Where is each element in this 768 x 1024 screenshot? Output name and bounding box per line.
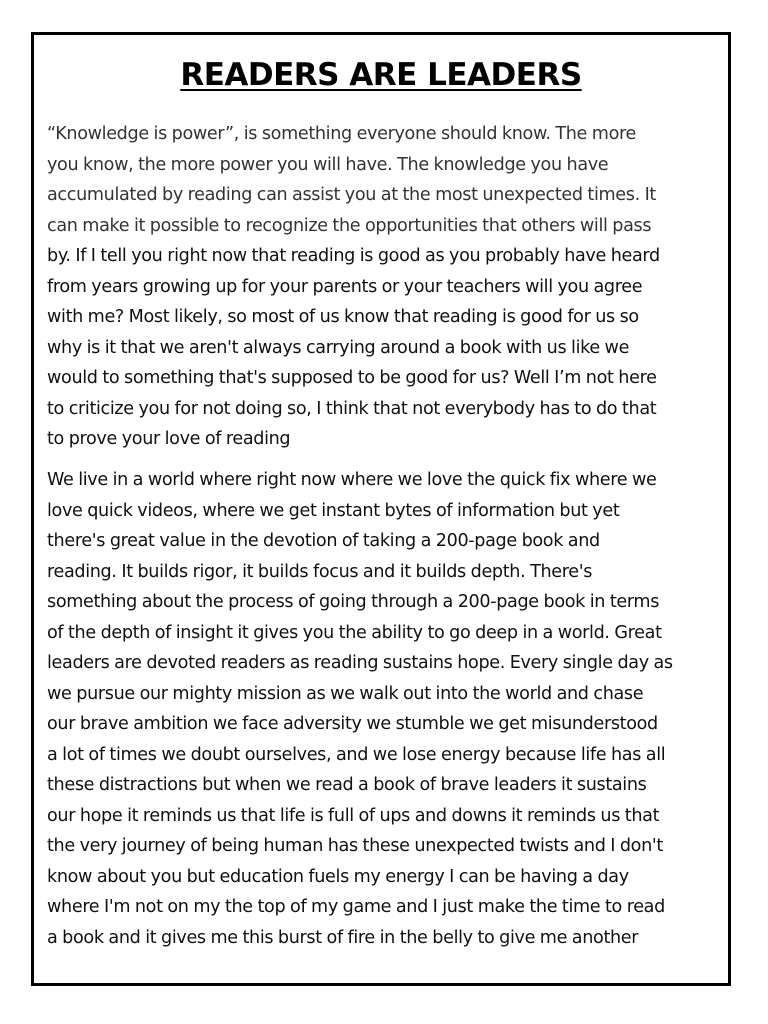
paragraph-line: would to something that's supposed to be good for us? Well I’m not here: [47, 368, 657, 388]
paragraph-line: with me? Most likely, so most of us know that reading is good for us so: [47, 307, 639, 327]
paragraph-line: “Knowledge is power”, is something everyone should know. The more: [47, 124, 636, 144]
paragraph-1: [47, 119, 716, 455]
paragraph-line: of the depth of insight it gives you the ability to go deep in a world. Great: [47, 622, 662, 643]
paragraph-line: accumulated by reading can assist you at the most unexpected times. It: [47, 185, 656, 205]
document-page: [31, 32, 731, 986]
paragraph-line: there's great value in the devotion of taking a 200-page book and: [47, 531, 600, 551]
paragraph-line: our hope it reminds us that life is full of ups and downs it reminds us that: [47, 805, 660, 826]
paragraph-line: by. If I tell you right now that reading is good as you probably have heard: [47, 246, 660, 266]
paragraph-line: a book and it gives me this burst of fire in the belly to give me another: [47, 927, 639, 948]
paragraph-line: we pursue our mighty mission as we walk out into the world and chase: [47, 683, 644, 704]
paragraph-line: something about the process of going through a 200-page book in terms: [47, 592, 660, 612]
paragraph-line: these distractions but when we read a book of brave leaders it sustains: [47, 775, 647, 795]
paragraph-line: from years growing up for your parents or your teachers will you agree: [47, 276, 643, 297]
paragraph-line: know about you but education fuels my energy I can be having a day: [47, 866, 629, 887]
paragraph-line: leaders are devoted readers as reading sustains hope. Every single day as: [47, 653, 673, 673]
paragraph-line: We live in a world where right now where we love the quick fix where we: [47, 470, 657, 490]
paragraph-line: you know, the more power you will have. The knowledge you have: [47, 154, 609, 175]
paragraph-line: love quick videos, where we get instant bytes of information but yet: [47, 500, 620, 521]
paragraph-line: why is it that we aren't always carrying around a book with us like we: [47, 337, 630, 358]
paragraph-line: reading. It builds rigor, it builds focus and it builds depth. There's: [47, 561, 593, 582]
paragraph-2: [47, 465, 716, 953]
paragraph-line: can make it possible to recognize the opportunities that others will pass: [47, 215, 652, 236]
paragraph-line: to prove your love of reading: [47, 429, 291, 449]
paragraph-line: where I'm not on my the top of my game and I just make the time to read: [47, 897, 665, 917]
paragraph-line: the very journey of being human has these unexpected twists and I don't: [47, 836, 663, 856]
paragraph-line: our brave ambition we face adversity we stumble we get misunderstood: [47, 714, 658, 734]
paragraph-line: a lot of times we doubt ourselves, and we lose energy because life has all: [47, 744, 666, 765]
paragraph-line: to criticize you for not doing so, I think that not everybody has to do that: [47, 398, 657, 419]
document-title: READERS ARE LEADERS: [180, 57, 582, 93]
